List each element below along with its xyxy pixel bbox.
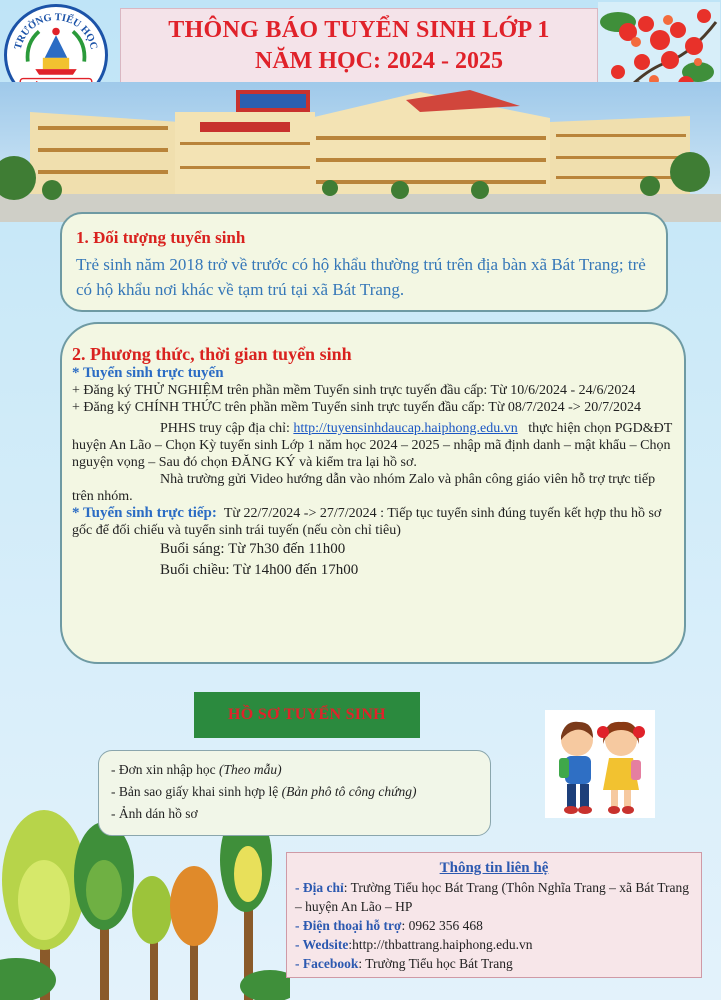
direct-heading: * Tuyển sinh trực tiếp: [72, 505, 217, 521]
video-note-paragraph [72, 471, 674, 505]
official-registration: + Đăng ký CHÍNH THỨC trên phần mềm Tuyển sinh trực tuyến đầu cấp: Từ 08/7/2024 -> 20/7/2024 [72, 400, 641, 415]
page-title: THÔNG BÁO TUYỂN SINH LỚP 1 [168, 17, 550, 43]
section-method-time [60, 322, 686, 664]
direct-paragraph [72, 505, 674, 539]
trial-registration: + Đăng ký THỬ NGHIỆM trên phần mềm Tuyển sinh trực tuyến đầu cấp: Từ 10/6/2024 - 24/6/2024 [72, 383, 636, 398]
online-heading: * Tuyển sinh trực tuyến [72, 365, 224, 381]
section1-body: Trẻ sinh năm 2018 trở về trước có hộ khẩu thường trú trên địa bàn xã Bát Trang; trẻ có hộ khẩu nơi khác về tạm trú tại xã Bát Trang. [76, 255, 646, 299]
tuyensinh-link[interactable]: http://tuyensinhdaucap.haiphong.edu.vn [293, 421, 518, 436]
contact-website: - Wedsite:http://thbattrang.haiphong.edu.vn [295, 937, 533, 952]
section-target-students [60, 212, 668, 312]
list-item: - Bản sao giấy khai sinh hợp lệ (Bản phô tô công chứng) [111, 784, 417, 799]
title-box [120, 8, 598, 84]
contact-title: Thông tin liên hệ [439, 860, 549, 876]
website-link[interactable]: :http://thbattrang.haiphong.edu.vn [348, 937, 533, 952]
list-item: - Ảnh dán hồ sơ [111, 806, 198, 821]
contact-phone: - Điện thoại hỗ trợ: 0962 356 468 [295, 918, 483, 933]
children-illustration [545, 710, 655, 818]
contact-info-box [286, 852, 702, 978]
afternoon-hours: Buổi chiều: Từ 14h00 đến 17h00 [160, 562, 359, 578]
contact-address: - Địa chỉ: Trường Tiểu học Bát Trang (Thôn Nghĩa Trang – xã Bát Trang – huyện An Lão – HP [295, 880, 690, 914]
morning-hours: Buổi sáng: Từ 7h30 đến 11h00 [160, 541, 346, 557]
video-note: Nhà trường gửi Video hướng dẫn vào nhóm Zalo và phân công giáo viên hỗ trợ trực tiếp trên nhóm. [72, 472, 656, 504]
logo-top-text: TRƯỜNG TIỂU HỌC [12, 12, 100, 51]
list-item: - Đơn xin nhập học (Theo mẫu) [111, 762, 282, 777]
access-suffix: thực hiện chọn PGD&ĐT huyện An Lão – Chọn Kỳ tuyển sinh Lớp 1 năm học 2024 – 2025 – nhập mã định danh – mật khẩu – Chọn nguyện vọng – Sau đó chọn ĐĂNG KÝ và kiểm tra lại hồ sơ. [72, 421, 673, 470]
section2-title: 2. Phương thức, thời gian tuyển sinh [72, 344, 352, 364]
application-documents-list [98, 750, 491, 836]
section1-title: 1. Đối tượng tuyển sinh [76, 228, 246, 247]
access-prefix: PHHS truy cập địa chỉ: [160, 421, 294, 436]
school-building-image [0, 82, 721, 222]
page-subtitle: NĂM HỌC: 2024 - 2025 [255, 48, 503, 74]
access-paragraph [72, 420, 674, 471]
contact-facebook: - Facebook: Trường Tiểu học Bát Trang [295, 956, 513, 971]
application-documents-heading: HỒ SƠ TUYỂN SINH [194, 692, 420, 738]
direct-body: Từ 22/7/2024 -> 27/7/2024 : Tiếp tục tuyển sinh đúng tuyến kết hợp thu hồ sơ gốc để đối chiếu và tuyển sinh trái tuyến (nếu còn chỉ tiêu) [72, 506, 662, 538]
